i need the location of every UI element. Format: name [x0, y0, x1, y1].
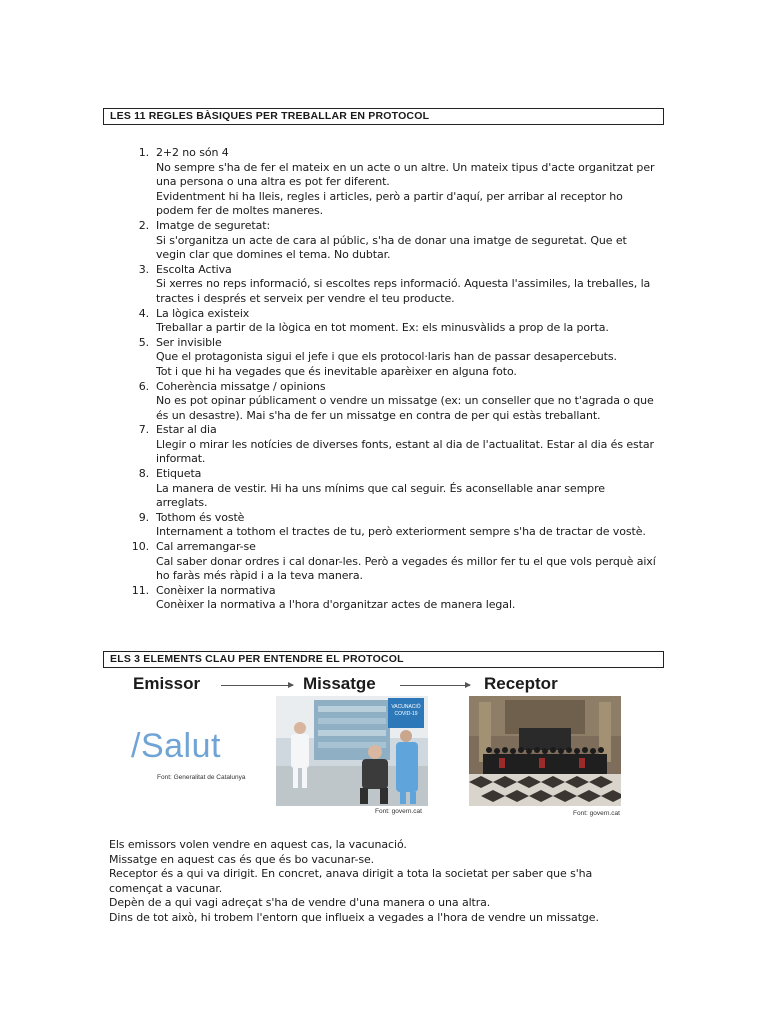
rule-body: Llegir o mirar les notícies de diverses fonts, estant al dia de l'actualitat. Estar al dia és estar informat.	[156, 437, 654, 466]
rule-body: No es pot opinar públicament o vendre un missatge (ex: un conseller que no t'agrada o que és un desastre). Mai s'ha de fer un missatge en contra de per qui estàs treballant.	[156, 394, 654, 422]
arrow-right-icon	[400, 685, 470, 686]
image-credit: Font: govern.cat	[375, 808, 422, 815]
rule-title: Conèixer la normativa	[156, 583, 276, 597]
rule-body: No sempre s'ha de fer el mateix en un acte o un altre. Un mateix tipus d'acte organitzat per una persona o una altra es pot fer diferent. Evidentment hi ha lleis, regles i articles, però a partir d'aquí, per arribar al receptor ho podem fer de moltes maneres.	[156, 160, 655, 218]
rule-number: 10.	[131, 540, 149, 554]
rule-title: La lògica existeix	[156, 306, 250, 320]
rule-item	[127, 263, 657, 307]
rule-body: Internament a tothom el tractes de tu, però exteriorment sempre s'ha de tractar de vostè.	[156, 525, 646, 539]
rule-item	[127, 380, 657, 424]
rule-title: Tothom és vostè	[156, 510, 245, 524]
section-title-rules: LES 11 REGLES BÀSIQUES PER TREBALLAR EN PROTOCOL	[103, 108, 664, 125]
photo-banner-line1: VACUNACIÓ	[391, 704, 421, 710]
rule-item	[127, 146, 657, 219]
rule-number: 9.	[138, 510, 149, 524]
vaccination-photo	[276, 696, 428, 806]
diagram-label-receptor: Receptor	[484, 674, 558, 693]
rule-title: Cal arremangar-se	[156, 540, 256, 554]
group-photo	[469, 696, 621, 806]
rule-number: 6.	[138, 379, 149, 393]
rule-number: 1.	[138, 146, 149, 159]
rule-title: Escolta Activa	[156, 262, 232, 276]
rule-number: 3.	[138, 262, 149, 276]
section-title-elements: ELS 3 ELEMENTS CLAU PER ENTENDRE EL PROTOCOL	[103, 651, 664, 668]
paragraph-line: Dins de tot això, hi trobem l'entorn que influeix a vegades a l'hora de vendre un missatge.	[109, 910, 599, 924]
image-credit: Font: govern.cat	[573, 810, 620, 817]
rule-item	[127, 336, 657, 380]
rule-title: Imatge de seguretat:	[156, 218, 271, 232]
rule-number: 5.	[138, 335, 149, 349]
rule-item	[127, 219, 657, 263]
rule-body: Que el protagonista sigui el jefe i que els protocol·laris han de passar desapercebuts. Tot i que hi ha vegades que és inevitable aparèixer en alguna foto.	[156, 350, 617, 378]
rule-body: La manera de vestir. Hi ha uns mínims que cal seguir. És aconsellable anar sempre arreglats.	[156, 481, 605, 510]
rule-number: 8.	[138, 467, 149, 481]
rule-title: Estar al dia	[156, 423, 217, 437]
rule-title: Etiqueta	[156, 467, 202, 481]
rule-body: Cal saber donar ordres i cal donar-les. Però a vegades és millor fer tu el que vols perquè així ho faràs més ràpid i a la teva manera.	[156, 554, 656, 583]
paragraph-line: Els emissors volen vendre en aquest cas, la vacunació.	[109, 838, 407, 851]
rule-number: 2.	[138, 218, 149, 232]
photo-banner-line2: COVID-19	[394, 711, 418, 717]
rule-item	[127, 423, 657, 467]
rule-body: Conèixer la normativa a l'hora d'organitzar actes de manera legal.	[156, 598, 516, 612]
paragraph-line: Receptor és a qui va dirigit. En concret, anava dirigit a tota la societat per saber que s'ha començat a vacunar.	[109, 867, 593, 895]
rule-number: 7.	[138, 423, 149, 437]
rule-number: 4.	[138, 306, 149, 320]
rule-item	[127, 511, 657, 540]
paragraph-line: Depèn de a qui vagi adreçat s'ha de vendre d'una manera o una altra.	[109, 896, 491, 910]
salut-logo: /Salut	[131, 727, 221, 765]
image-credit: Font: Generalitat de Catalunya	[157, 774, 246, 781]
rule-title: Coherència missatge / opinions	[156, 379, 326, 393]
diagram-label-missatge: Missatge	[303, 674, 376, 693]
paragraph-line: Missatge en aquest cas és que és bo vacunar-se.	[109, 852, 375, 866]
rule-item	[127, 467, 657, 511]
rule-number: 11.	[131, 583, 149, 597]
vaccination-photo-illustration	[276, 696, 428, 806]
rule-item	[127, 584, 657, 613]
rule-item	[127, 307, 657, 336]
rule-body: Si xerres no reps informació, si escoltes reps informació. Aquesta l'assimiles, la treballes, la tractes i després et serveix per vendre el teu producte.	[156, 277, 651, 305]
rule-body: Treballar a partir de la lògica en tot moment. Ex: els minusvàlids a prop de la porta.	[156, 321, 609, 335]
protocol-diagram	[103, 672, 635, 824]
group-photo-illustration	[469, 696, 621, 806]
rules-list	[127, 146, 657, 613]
rule-item	[127, 540, 657, 584]
explanation-paragraph	[109, 838, 649, 926]
diagram-label-emissor: Emissor	[133, 674, 201, 693]
arrow-right-icon	[221, 685, 293, 686]
rule-title: 2+2 no són 4	[156, 146, 229, 159]
rule-body: Si s'organitza un acte de cara al públic, s'ha de donar una imatge de seguretat. Que et vegin clar que domines el tema. No dubtar.	[156, 233, 627, 262]
rule-title: Ser invisible	[156, 335, 222, 349]
